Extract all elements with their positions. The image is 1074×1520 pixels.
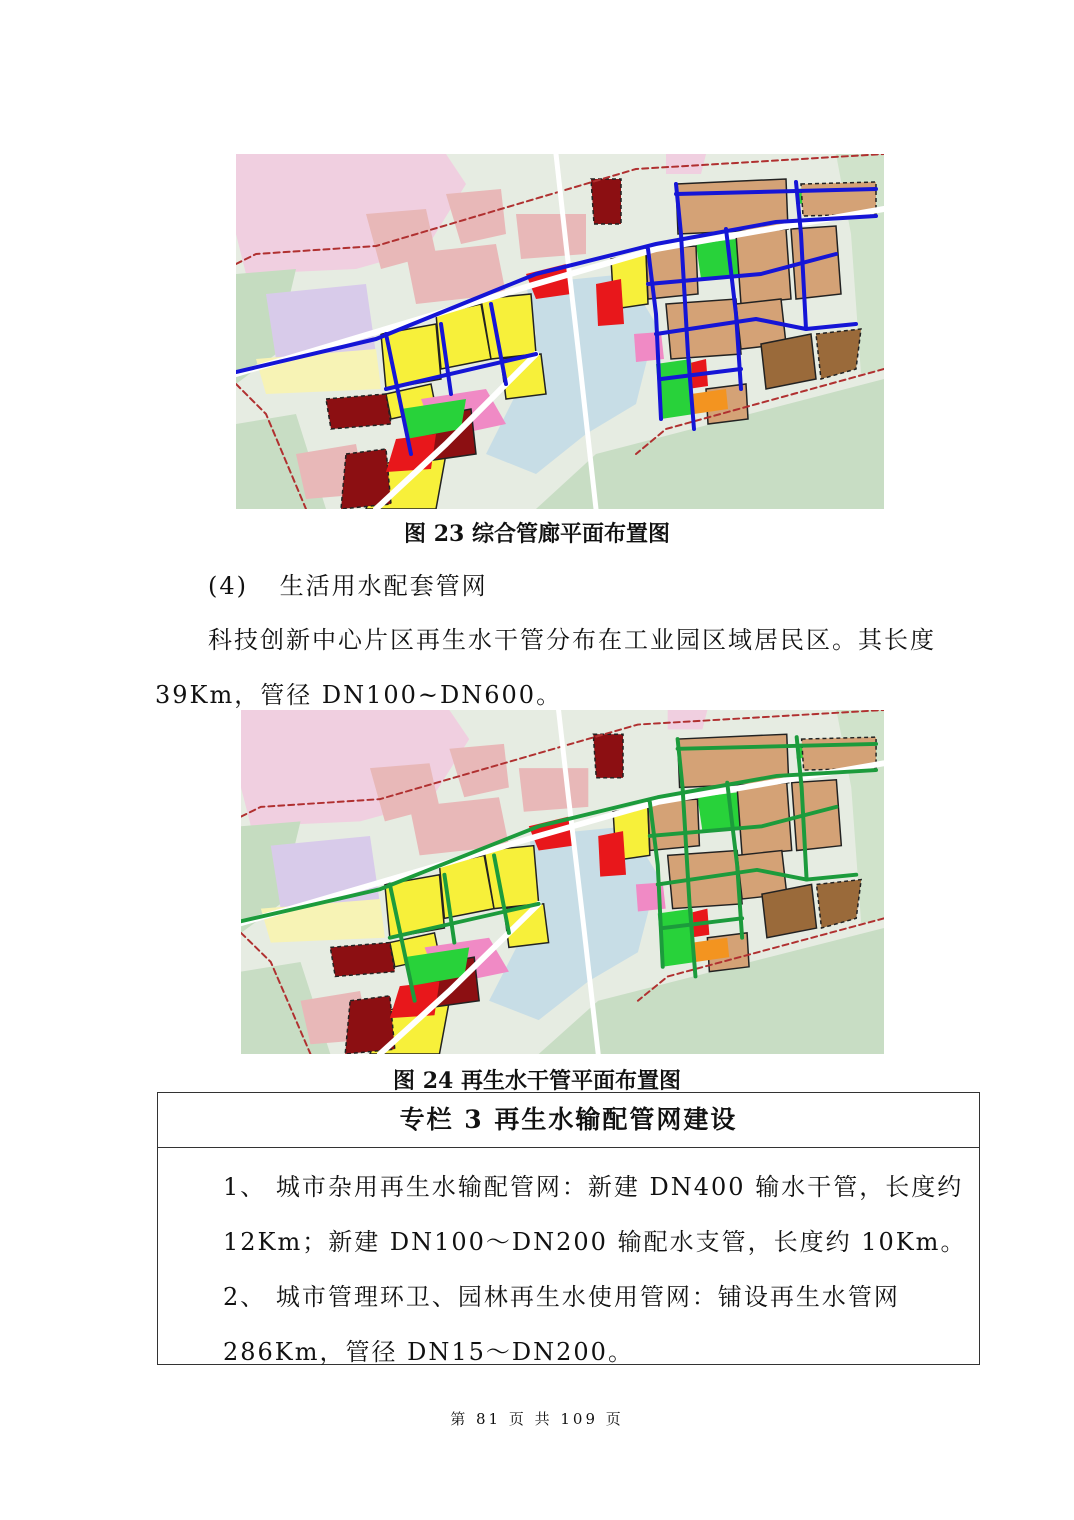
item-number: (4) — [208, 572, 248, 600]
green-park-3 — [696, 239, 741, 279]
column-box — [157, 1092, 980, 1365]
salmon-block-3 — [519, 768, 588, 812]
dark-red-block-1 — [330, 943, 394, 977]
box-line-1: 1、 城市杂用再生水输配管网：新建 DN400 输水干管，长度约 — [223, 1173, 964, 1201]
box-line-3: 2、 城市管理环卫、园林再生水使用管网：铺设再生水管网 — [223, 1283, 900, 1311]
box-title: 专栏 3 再生水输配管网建设 — [158, 1093, 979, 1148]
item-title: 生活用水配套管网 — [279, 572, 488, 600]
red-block-2 — [598, 831, 626, 877]
paragraph-line-2: 39Km，管径 DN100~DN600。 — [155, 681, 563, 709]
figure-24-caption: 图 24 再生水干管平面布置图 — [393, 1068, 681, 1094]
salmon-block-3 — [516, 214, 586, 259]
brown-block-1 — [761, 334, 816, 389]
box-line-2: 12Km；新建 DN100～DN200 输配水支管，长度约 10Km。 — [223, 1228, 967, 1256]
utility-tunnel-layout-map — [236, 154, 884, 509]
page-footer: 第 81 页 共 109 页 — [450, 1410, 624, 1428]
green-park-3 — [697, 792, 742, 831]
reclaimed-water-main-map — [241, 710, 884, 1054]
dark-red-block-4 — [593, 734, 623, 778]
paragraph-line-1: 科技创新中心片区再生水干管分布在工业园区域居民区。其长度 — [208, 626, 936, 654]
dark-red-block-4 — [591, 179, 621, 224]
pink-zone-small — [666, 154, 706, 174]
figure-24-map — [241, 710, 884, 1054]
box-line-4: 286Km，管径 DN15～DN200。 — [223, 1338, 634, 1366]
item-heading — [208, 566, 488, 601]
figure-23-map — [236, 154, 884, 509]
figure-23-caption: 图 23 综合管廊平面布置图 — [404, 521, 670, 547]
dark-red-block-1 — [326, 394, 391, 429]
brown-block-1 — [762, 884, 817, 937]
pink-zone-small — [668, 710, 708, 729]
red-block-2 — [596, 279, 624, 326]
